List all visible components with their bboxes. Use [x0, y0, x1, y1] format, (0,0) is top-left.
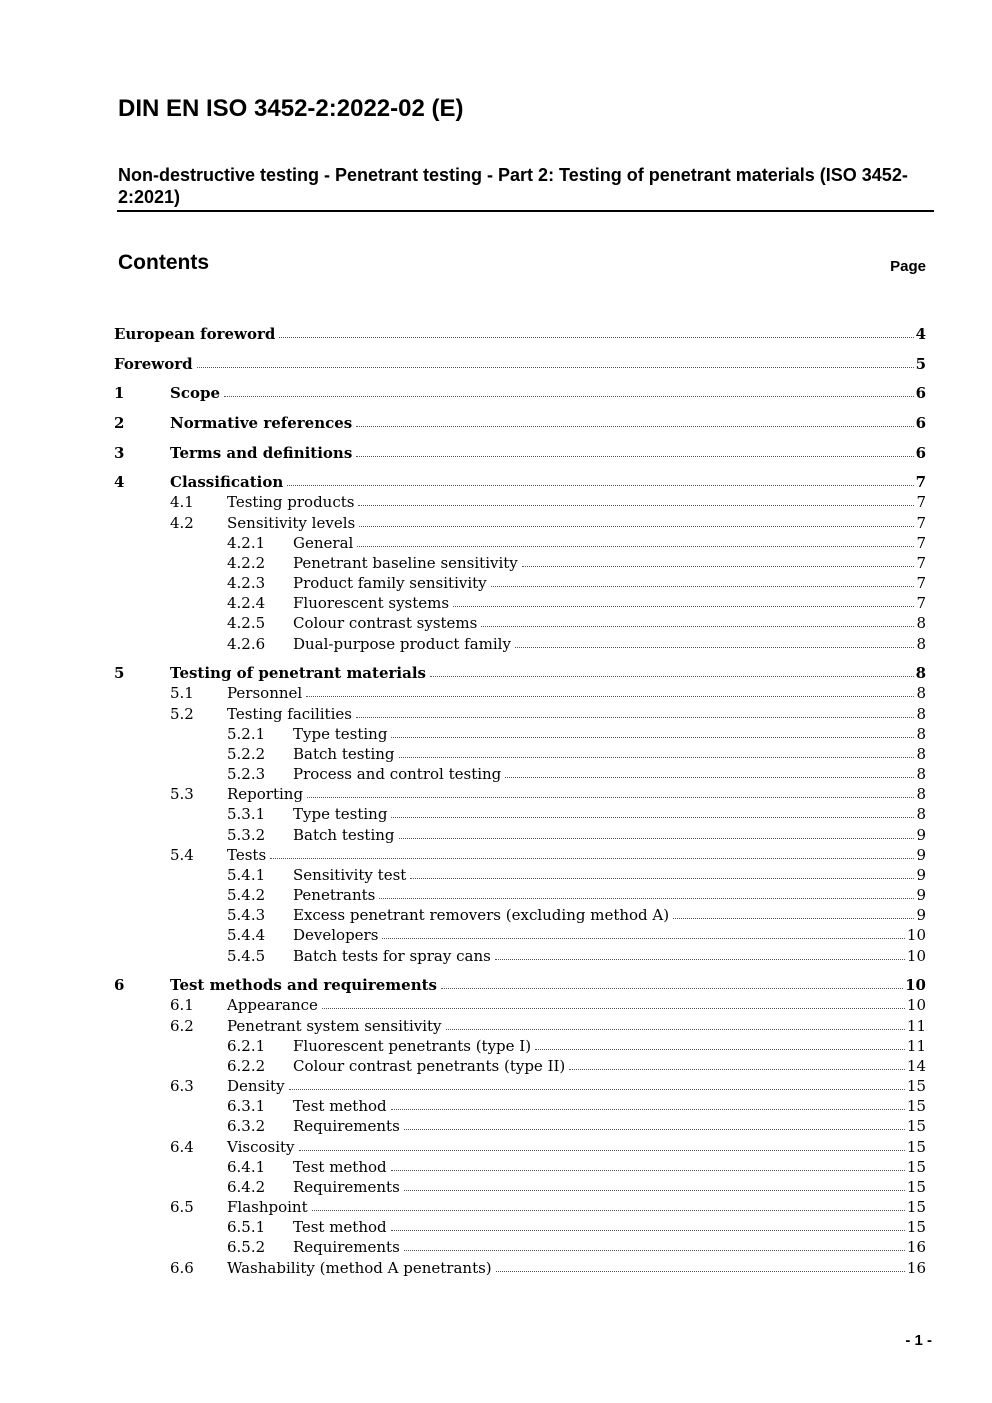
toc-entry-number: 5.2.1 — [227, 725, 266, 743]
toc-dot-leader — [359, 526, 914, 527]
toc-entry-page: 9 — [916, 826, 926, 844]
toc-entry-page: 8 — [916, 785, 926, 803]
toc-entry[interactable] — [0, 1217, 992, 1237]
toc-entry-page: 16 — [906, 1238, 926, 1256]
toc-dot-leader — [391, 1170, 905, 1171]
page-column-heading: Page — [890, 258, 926, 275]
toc-entry[interactable] — [0, 472, 992, 492]
toc-dot-leader — [197, 367, 914, 368]
toc-entry[interactable] — [0, 613, 992, 633]
toc-entry-number: 6.3.2 — [227, 1117, 266, 1135]
toc-entry-title: Reporting — [227, 785, 304, 803]
toc-entry-page: 6 — [915, 444, 926, 462]
toc-entry-number: 5.2.2 — [227, 745, 266, 763]
toc-dot-leader — [404, 1250, 905, 1251]
toc-entry-number: 4.2.4 — [227, 594, 266, 612]
toc-entry-title: Scope — [170, 384, 221, 402]
toc-entry-title: Flashpoint — [227, 1198, 308, 1216]
toc-entry-title: Test method — [293, 1097, 387, 1115]
toc-entry[interactable] — [0, 533, 992, 553]
toc-entry[interactable] — [0, 634, 992, 654]
toc-entry-page: 15 — [906, 1117, 926, 1135]
toc-dot-leader — [391, 817, 914, 818]
toc-dot-leader — [358, 505, 914, 506]
toc-entry-page: 6 — [915, 384, 926, 402]
toc-entry[interactable] — [0, 704, 992, 724]
toc-entry[interactable] — [0, 1197, 992, 1217]
toc-entry-title: Viscosity — [227, 1138, 295, 1156]
toc-entry-title: Type testing — [293, 805, 388, 823]
toc-dot-leader — [379, 898, 914, 899]
toc-dot-leader — [441, 988, 903, 989]
toc-entry-number: 6.2 — [170, 1017, 194, 1035]
toc-entry[interactable] — [0, 1016, 992, 1036]
toc-entry-page: 8 — [916, 635, 926, 653]
toc-entry-number: 6.4.1 — [227, 1158, 266, 1176]
toc-entry-title: Personnel — [227, 684, 303, 702]
toc-entry-page: 4 — [915, 325, 926, 343]
toc-entry[interactable] — [0, 573, 992, 593]
contents-heading: Contents — [118, 251, 209, 274]
toc-dot-leader — [453, 606, 914, 607]
toc-entry-title: Washability (method A penetrants) — [227, 1259, 492, 1277]
toc-dot-leader — [270, 858, 914, 859]
toc-dot-leader — [322, 1008, 905, 1009]
toc-entry-title: Colour contrast penetrants (type II) — [293, 1057, 566, 1075]
toc-entry-title: Sensitivity levels — [227, 514, 356, 532]
toc-dot-leader — [289, 1089, 905, 1090]
toc-dot-leader — [673, 918, 914, 919]
toc-entry-number: 5.4.3 — [227, 906, 266, 924]
toc-entry-page: 9 — [916, 886, 926, 904]
toc-entry-number: 6.5 — [170, 1198, 194, 1216]
toc-entry-page: 15 — [906, 1097, 926, 1115]
toc-entry-number: 6.5.1 — [227, 1218, 266, 1236]
toc-dot-leader — [496, 1271, 905, 1272]
toc-entry-page: 16 — [906, 1259, 926, 1277]
toc-dot-leader — [515, 647, 914, 648]
toc-entry-number: 5.4.1 — [227, 866, 266, 884]
toc-dot-leader — [404, 1190, 905, 1191]
toc-entry-page: 5 — [915, 355, 926, 373]
toc-entry-title: Tests — [227, 846, 267, 864]
toc-entry-title: Penetrant baseline sensitivity — [293, 554, 518, 572]
toc-entry[interactable] — [0, 925, 992, 945]
toc-entry[interactable] — [0, 1096, 992, 1116]
toc-entry-title: Testing facilities — [227, 705, 352, 723]
toc-entry-title: Requirements — [293, 1238, 400, 1256]
toc-entry-number: 5.3.2 — [227, 826, 266, 844]
toc-entry[interactable] — [0, 865, 992, 885]
toc-dot-leader — [505, 777, 914, 778]
toc-entry-page: 8 — [915, 664, 926, 682]
toc-entry-page: 14 — [906, 1057, 926, 1075]
document-subtitle: Non-destructive testing - Penetrant testing - Part 2: Testing of penetrant materials (ISO 3452-2:2021) — [118, 165, 908, 207]
toc-entry[interactable] — [0, 724, 992, 744]
toc-entry-page: 11 — [906, 1037, 926, 1055]
toc-dot-leader — [481, 626, 914, 627]
toc-entry-page: 15 — [906, 1077, 926, 1095]
toc-entry-number: 5.3.1 — [227, 805, 266, 823]
toc-entry-title: European foreword — [114, 325, 276, 343]
toc-entry[interactable] — [0, 764, 992, 784]
toc-entry-title: Batch testing — [293, 826, 395, 844]
toc-entry-number: 5.4.5 — [227, 947, 266, 965]
toc-entry[interactable] — [0, 1258, 992, 1278]
toc-entry-number: 5.4.4 — [227, 926, 266, 944]
toc-entry[interactable] — [0, 492, 992, 512]
toc-dot-leader — [391, 1109, 905, 1110]
toc-dot-leader — [356, 456, 913, 457]
toc-entry-number: 2 — [114, 414, 125, 432]
toc-entry-page: 9 — [916, 906, 926, 924]
toc-entry-title: Appearance — [227, 996, 318, 1014]
toc-dot-leader — [307, 797, 914, 798]
toc-entry[interactable] — [0, 443, 992, 463]
toc-dot-leader — [306, 696, 914, 697]
toc-dot-leader — [299, 1150, 905, 1151]
toc-entry-number: 1 — [114, 384, 125, 402]
toc-entry-title: Fluorescent systems — [293, 594, 450, 612]
toc-entry-title: Product family sensitivity — [293, 574, 487, 592]
toc-entry-page: 7 — [916, 554, 926, 572]
toc-entry-number: 4.2.5 — [227, 614, 266, 632]
toc-entry-page: 7 — [916, 493, 926, 511]
toc-entry-number: 6.6 — [170, 1259, 194, 1277]
toc-entry-number: 6.1 — [170, 996, 194, 1014]
toc-entry-title: Fluorescent penetrants (type I) — [293, 1037, 532, 1055]
toc-entry-title: Excess penetrant removers (excluding method A) — [293, 906, 670, 924]
toc-entry-number: 4.2.3 — [227, 574, 266, 592]
toc-entry-number: 4.2.1 — [227, 534, 266, 552]
toc-entry-page: 7 — [916, 514, 926, 532]
toc-entry-number: 4.2 — [170, 514, 194, 532]
toc-entry-page: 15 — [906, 1218, 926, 1236]
toc-entry-number: 6.4.2 — [227, 1178, 266, 1196]
toc-entry[interactable] — [0, 354, 992, 374]
toc-entry-number: 4 — [114, 473, 125, 491]
toc-entry-title: Process and control testing — [293, 765, 502, 783]
toc-dot-leader — [224, 396, 914, 397]
toc-entry-page: 8 — [916, 705, 926, 723]
toc-dot-leader — [410, 878, 914, 879]
toc-entry-number: 5.1 — [170, 684, 194, 702]
toc-entry[interactable] — [0, 553, 992, 573]
toc-entry[interactable] — [0, 995, 992, 1015]
toc-entry-title: Requirements — [293, 1117, 400, 1135]
toc-entry-page: 8 — [916, 614, 926, 632]
toc-entry[interactable] — [0, 683, 992, 703]
toc-entry-number: 5.3 — [170, 785, 194, 803]
toc-dot-leader — [382, 938, 904, 939]
toc-entry[interactable] — [0, 593, 992, 613]
toc-entry[interactable] — [0, 383, 992, 403]
toc-entry-title: Density — [227, 1077, 285, 1095]
toc-entry[interactable] — [0, 744, 992, 764]
toc-entry[interactable] — [0, 1076, 992, 1096]
toc-entry-title: Type testing — [293, 725, 388, 743]
toc-entry-page: 8 — [916, 805, 926, 823]
toc-entry[interactable] — [0, 413, 992, 433]
toc-entry-page: 6 — [915, 414, 926, 432]
toc-entry-page: 8 — [916, 725, 926, 743]
toc-entry-title: Penetrants — [293, 886, 376, 904]
toc-entry-page: 10 — [905, 976, 926, 994]
toc-entry-page: 10 — [906, 926, 926, 944]
toc-entry-number: 5 — [114, 664, 125, 682]
toc-entry[interactable] — [0, 1177, 992, 1197]
toc-entry[interactable] — [0, 324, 992, 344]
toc-entry-page: 15 — [906, 1138, 926, 1156]
toc-entry[interactable] — [0, 804, 992, 824]
toc-entry-title: Testing products — [227, 493, 355, 511]
toc-entry-number: 4.1 — [170, 493, 194, 511]
toc-entry[interactable] — [0, 975, 992, 995]
toc-dot-leader — [287, 485, 913, 486]
toc-entry-number: 6 — [114, 976, 125, 994]
toc-entry-title: Colour contrast systems — [293, 614, 478, 632]
toc-entry-number: 5.2.3 — [227, 765, 266, 783]
toc-dot-leader — [356, 426, 913, 427]
toc-dot-leader — [391, 1230, 905, 1231]
toc-entry-page: 11 — [906, 1017, 926, 1035]
toc-entry-number: 5.4.2 — [227, 886, 266, 904]
toc-dot-leader — [569, 1069, 905, 1070]
toc-entry[interactable] — [0, 1137, 992, 1157]
toc-entry[interactable] — [0, 825, 992, 845]
toc-entry-number: 6.3.1 — [227, 1097, 266, 1115]
toc-entry-title: Requirements — [293, 1178, 400, 1196]
toc-entry-title: Penetrant system sensitivity — [227, 1017, 442, 1035]
toc-entry-number: 4.2.2 — [227, 554, 266, 572]
document-title: DIN EN ISO 3452-2:2022-02 (E) — [118, 95, 464, 122]
toc-entry-number: 6.2.2 — [227, 1057, 266, 1075]
toc-entry-number: 6.2.1 — [227, 1037, 266, 1055]
toc-entry-page: 8 — [916, 745, 926, 763]
toc-entry-page: 15 — [906, 1178, 926, 1196]
toc-entry-page: 7 — [916, 574, 926, 592]
toc-entry-title: Test methods and requirements — [170, 976, 438, 994]
toc-dot-leader — [522, 566, 915, 567]
toc-dot-leader — [357, 546, 914, 547]
toc-entry[interactable] — [0, 885, 992, 905]
toc-entry-title: Testing of penetrant materials — [170, 664, 426, 682]
toc-entry-title: Foreword — [114, 355, 193, 373]
toc-entry-title: Terms and definitions — [170, 444, 353, 462]
toc-entry[interactable] — [0, 1036, 992, 1056]
toc-entry[interactable] — [0, 946, 992, 966]
toc-dot-leader — [535, 1049, 905, 1050]
toc-dot-leader — [391, 737, 914, 738]
toc-entry-title: Normative references — [170, 414, 353, 432]
toc-entry[interactable] — [0, 513, 992, 533]
toc-entry-number: 5.4 — [170, 846, 194, 864]
toc-entry-page: 15 — [906, 1158, 926, 1176]
toc-entry[interactable] — [0, 845, 992, 865]
toc-entry-page: 15 — [906, 1198, 926, 1216]
toc-entry-page: 8 — [916, 684, 926, 702]
toc-entry[interactable] — [0, 1056, 992, 1076]
toc-entry-page: 10 — [906, 947, 926, 965]
toc-dot-leader — [279, 337, 913, 338]
toc-dot-leader — [491, 586, 915, 587]
toc-entry-page: 7 — [915, 473, 926, 491]
toc-entry-title: General — [293, 534, 354, 552]
toc-entry-title: Batch tests for spray cans — [293, 947, 491, 965]
toc-dot-leader — [430, 676, 914, 677]
toc-entry[interactable] — [0, 663, 992, 683]
toc-dot-leader — [446, 1029, 905, 1030]
toc-dot-leader — [356, 717, 914, 718]
toc-dot-leader — [399, 757, 915, 758]
page-number-footer: - 1 - — [905, 1332, 932, 1349]
toc-entry[interactable] — [0, 1116, 992, 1136]
toc-entry-page: 9 — [916, 866, 926, 884]
toc-entry-title: Sensitivity test — [293, 866, 407, 884]
toc-dot-leader — [495, 959, 905, 960]
toc-entry-number: 6.5.2 — [227, 1238, 266, 1256]
toc-dot-leader — [404, 1129, 905, 1130]
toc-entry-number: 4.2.6 — [227, 635, 266, 653]
toc-entry-page: 9 — [916, 846, 926, 864]
toc-entry[interactable] — [0, 905, 992, 925]
toc-dot-leader — [399, 838, 915, 839]
toc-entry-page: 7 — [916, 594, 926, 612]
toc-entry[interactable] — [0, 1237, 992, 1257]
toc-entry-page: 7 — [916, 534, 926, 552]
toc-entry-number: 6.4 — [170, 1138, 194, 1156]
toc-entry-title: Developers — [293, 926, 379, 944]
toc-entry-page: 10 — [906, 996, 926, 1014]
toc-entry-number: 5.2 — [170, 705, 194, 723]
toc-dot-leader — [312, 1210, 905, 1211]
toc-entry[interactable] — [0, 784, 992, 804]
toc-entry-number: 3 — [114, 444, 125, 462]
toc-entry-title: Test method — [293, 1158, 387, 1176]
toc-entry-title: Test method — [293, 1218, 387, 1236]
toc-entry-title: Batch testing — [293, 745, 395, 763]
toc-entry-page: 8 — [916, 765, 926, 783]
toc-entry-number: 6.3 — [170, 1077, 194, 1095]
toc-entry[interactable] — [0, 1157, 992, 1177]
toc-entry-title: Classification — [170, 473, 284, 491]
toc-entry-title: Dual-purpose product family — [293, 635, 511, 653]
